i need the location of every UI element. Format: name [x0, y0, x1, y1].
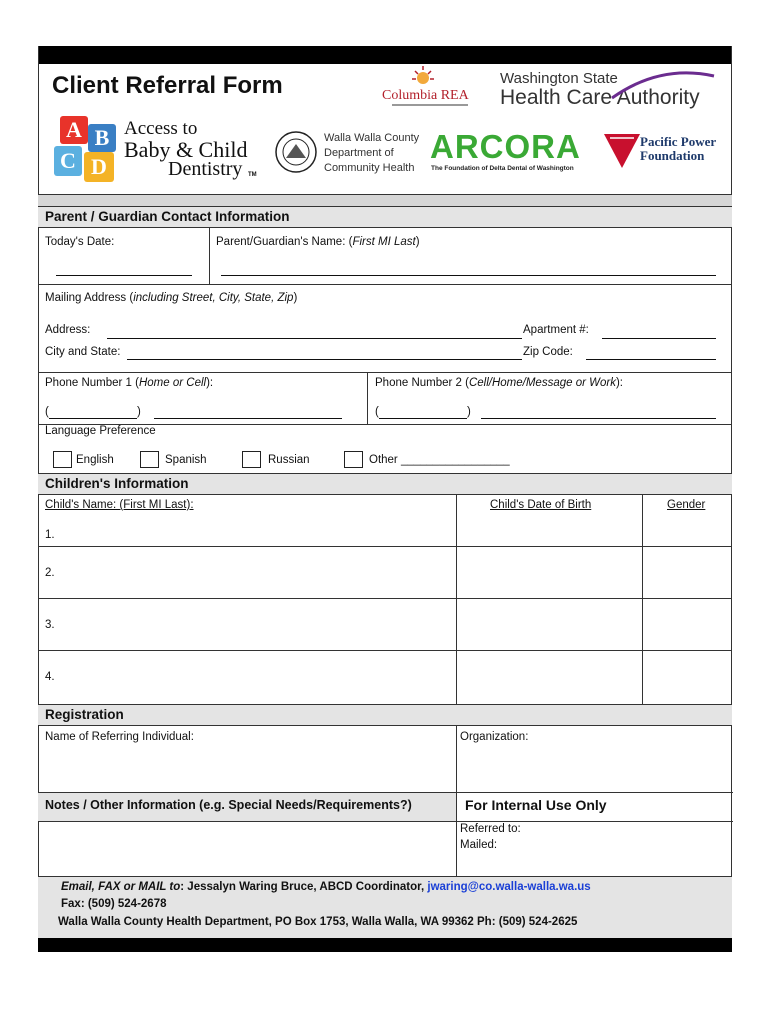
col-divider: [456, 820, 457, 876]
english-label: English: [76, 454, 114, 466]
rule: [38, 284, 732, 285]
rule: [38, 194, 732, 195]
hca-line2: Health Care Authority: [500, 86, 700, 109]
sun-icon: [412, 66, 434, 88]
rule: [38, 546, 732, 547]
arcora-logo: ARCORA: [430, 128, 581, 165]
spanish-checkbox[interactable]: [140, 451, 159, 468]
phone2-number-field[interactable]: [481, 418, 716, 419]
block-a: A: [60, 116, 88, 144]
zip-field[interactable]: [586, 359, 716, 360]
english-checkbox[interactable]: [53, 451, 72, 468]
rule: [38, 598, 732, 599]
address-field[interactable]: [107, 338, 522, 339]
parent-section-header: [38, 206, 732, 228]
county-seal-icon: [274, 130, 318, 174]
block-d: D: [84, 152, 114, 182]
rule: [38, 372, 732, 373]
form-title: Client Referral Form: [52, 72, 283, 99]
col-divider: [456, 725, 457, 792]
walla-line1: Walla Walla County: [324, 132, 420, 144]
col-divider: [209, 227, 210, 284]
hca-swoosh-icon: [610, 70, 716, 100]
todays-date-field[interactable]: [56, 275, 192, 276]
pacific-power-icon: [604, 134, 640, 168]
spanish-label: Spanish: [165, 454, 207, 466]
abcd-tm: TM: [248, 172, 257, 178]
address-label: Address:: [45, 324, 91, 336]
notes-heading: Notes / Other Information (e.g. Special Needs/Requirements?): [45, 798, 412, 812]
pacific-line1: Pacific Power: [640, 134, 717, 149]
walla-line2: Department of: [324, 147, 394, 159]
child-row-3[interactable]: 3.: [45, 619, 55, 631]
phone2-area-code-field[interactable]: [379, 418, 467, 419]
language-preference-label: Language Preference: [45, 425, 156, 437]
email-link[interactable]: jwaring@co.walla-walla.wa.us: [427, 881, 591, 893]
phone2-label: Phone Number 2 (Cell/Home/Message or Work):: [375, 377, 623, 389]
children-heading: Children's Information: [45, 476, 189, 491]
child-row-4[interactable]: 4.: [45, 671, 55, 683]
city-state-label: City and State:: [45, 346, 121, 358]
todays-date-label: Today's Date:: [45, 236, 115, 248]
rule: [38, 650, 732, 651]
guardian-name-label: Parent/Guardian's Name: (First MI Last): [216, 236, 420, 248]
registration-heading: Registration: [45, 707, 124, 722]
abcd-line2: Baby & Child: [124, 137, 248, 162]
col-divider: [642, 494, 643, 704]
phone1-area-code-field[interactable]: [49, 418, 137, 419]
child-dob-column-header: Child's Date of Birth: [490, 499, 592, 511]
footer-line1: Email, FAX or MAIL to: Jessalyn Waring Bruce, ABCD Coordinator, jwaring@co.walla-walla.wa.us: [61, 881, 591, 893]
header-divider: [38, 194, 732, 206]
phone2-paren-close: ): [467, 406, 471, 418]
other-checkbox[interactable]: [344, 451, 363, 468]
abcd-line1: Access to: [124, 118, 198, 139]
arcora-tagline: The Foundation of Delta Dental of Washington: [431, 165, 574, 172]
bottom-bar: [38, 938, 732, 952]
abcd-blocks-logo: [54, 114, 124, 182]
notes-field[interactable]: [39, 821, 455, 875]
footer-address: Walla Walla County Health Department, PO Box 1753, Walla Walla, WA 99362 Ph: (509) 524-2625: [58, 916, 578, 928]
zip-label: Zip Code:: [523, 346, 573, 358]
child-row-1[interactable]: 1.: [45, 529, 55, 541]
columbia-rea-logo: Columbia REA: [382, 88, 469, 103]
referring-individual-label[interactable]: Name of Referring Individual:: [45, 731, 194, 743]
col-divider: [456, 494, 457, 704]
phone1-paren-open: (: [45, 406, 49, 418]
russian-label: Russian: [268, 454, 310, 466]
child-row-2[interactable]: 2.: [45, 567, 55, 579]
phone1-paren-close: ): [137, 406, 141, 418]
other-label: Other _________________: [369, 454, 510, 466]
apartment-label: Apartment #:: [523, 324, 589, 336]
internal-use-header: [456, 792, 733, 822]
phone1-label: Phone Number 1 (Home or Cell):: [45, 377, 214, 389]
block-c: C: [54, 146, 82, 176]
footer-fax: Fax: (509) 524-2678: [61, 898, 167, 910]
walla-line3: Community Health: [324, 162, 415, 174]
block-b: B: [88, 124, 116, 152]
guardian-name-field[interactable]: [221, 275, 716, 276]
col-divider: [367, 372, 368, 424]
abcd-line3: Dentistry: [168, 158, 243, 180]
child-name-column-header: Child's Name: (First MI Last):: [45, 499, 194, 511]
referred-to-label: Referred to:: [460, 823, 521, 835]
city-state-field[interactable]: [127, 359, 522, 360]
registration-section-header: [38, 704, 732, 726]
internal-use-heading: For Internal Use Only: [465, 797, 607, 813]
mailing-address-label: Mailing Address (including Street, City, State, Zip): [45, 292, 298, 304]
pacific-line2: Foundation: [640, 148, 705, 163]
notes-header: [38, 792, 456, 822]
parent-heading: Parent / Guardian Contact Information: [45, 209, 290, 224]
russian-checkbox[interactable]: [242, 451, 261, 468]
children-section-header: [38, 473, 732, 495]
gender-column-header: Gender: [667, 499, 706, 511]
phone1-number-field[interactable]: [154, 418, 342, 419]
apartment-field[interactable]: [602, 338, 716, 339]
columbia-tagline: [392, 104, 468, 106]
hca-line1: Washington State: [500, 70, 618, 87]
mailed-label: Mailed:: [460, 839, 498, 851]
organization-label[interactable]: Organization:: [460, 731, 529, 743]
phone2-paren-open: (: [375, 406, 379, 418]
top-bar: [38, 46, 732, 64]
